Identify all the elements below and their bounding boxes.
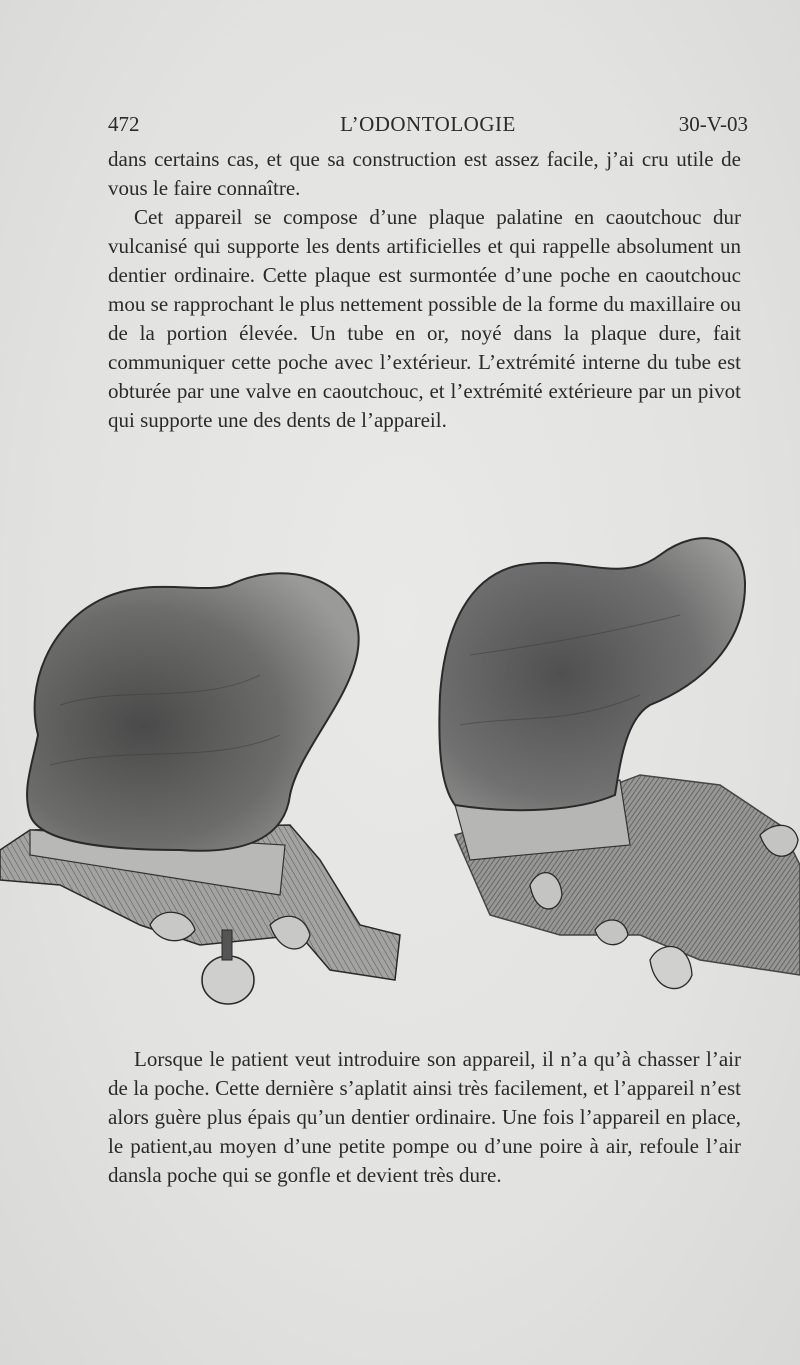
paragraph: Lorsque le patient veut introduire son appareil, il n’a qu’à chasser l’air de la poche. Cette dernière s’aplatit ainsi très facilement, et l’appareil n’est alors guère plus épais qu’un dentier ordinaire. Une fois l’appareil en place, le patient,au moyen d’une petite pompe ou d’une poire à air, refoule l’air dansla poche qui se gonfle et devient très dure. xyxy=(108,1047,741,1187)
left-appliance xyxy=(0,573,400,1004)
running-title: L’ODONTOLOGIE xyxy=(340,112,516,136)
body-text-top xyxy=(108,145,741,435)
dental-appliance-drawing xyxy=(0,505,800,1020)
issue-date: 30-V-03 xyxy=(678,112,748,136)
page-number: 472 xyxy=(108,112,140,136)
paragraph: dans certains cas, et que sa construction est assez facile, j’ai cru utile de vous le faire connaître. xyxy=(108,147,741,200)
running-header xyxy=(108,112,748,142)
figure-illustration xyxy=(0,505,800,1020)
right-appliance xyxy=(439,538,800,988)
paragraph: Cet appareil se compose d’une plaque palatine en caoutchouc dur vulcanisé qui supporte les dents artificielles et qui rappelle absolument un dentier ordinaire. Cette plaque est surmontée d’une poche en caoutchouc mou se rapprochant le plus nettement possible de la forme du maxillaire ou de la portion élevée. Un tube en or, noyé dans la plaque dure, fait communiquer cette poche avec l’extérieur. L’extrémité interne du tube est obturée par une valve en caoutchouc, et l’extrémité extérieure par un pivot qui supporte une des dents de l’appareil. xyxy=(108,205,741,432)
body-text-bottom xyxy=(108,1045,741,1190)
